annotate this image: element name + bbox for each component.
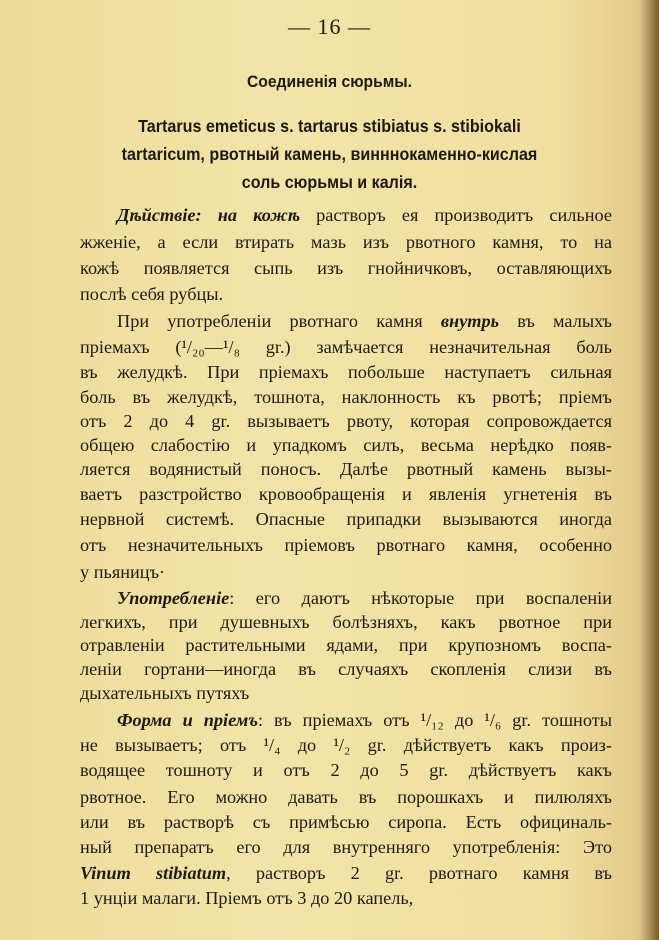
italic-term: Дѣйствіе: на кожѣ (117, 205, 301, 225)
text-line (117, 310, 612, 332)
text-segment: 1 унціи малаги. Пріемъ отъ 3 до 20 капель, (80, 888, 414, 908)
text-line (80, 811, 612, 833)
text-line (80, 458, 612, 480)
text-segment: у пьяницъ· (80, 562, 166, 582)
text-line (80, 634, 612, 656)
subtitle-line-1: Tartarus emeticus s. tartarus stibiatus s. stibiokali (138, 116, 521, 136)
text-segment: растворъ ея производитъ сильное (300, 205, 612, 225)
text-line (117, 204, 612, 226)
text-line (80, 658, 612, 680)
text-segment: отравленіи растительными ядами, при крупозномъ воспа- (80, 635, 612, 655)
text-segment: нервной системѣ. Опасные припадки вызываются иногда (80, 509, 612, 529)
italic-term: Употребленіе (117, 588, 230, 608)
text-line (80, 231, 612, 253)
text-segment: : его даютъ нѣкоторые при воспаленіи (229, 588, 612, 608)
text-segment: отъ 2 до 4 gr. вызываетъ рвоту, которая сопровождается (80, 411, 612, 431)
italic-term: Форма и пріемъ (117, 710, 258, 730)
text-line (80, 561, 612, 583)
text-line (117, 709, 612, 731)
text-line (80, 386, 612, 408)
text-segment: или въ растворѣ съ примѣсью сиропа. Есть официналь- (80, 812, 612, 832)
text-segment: дыхательныхъ путяхъ (80, 683, 250, 703)
text-line (80, 257, 612, 279)
text-line (80, 410, 612, 432)
text-segment: боль въ желудкѣ, тошнота, наклонность къ рвотѣ; пріемъ (80, 387, 612, 407)
text-line (80, 836, 612, 858)
text-line (80, 887, 612, 909)
text-line (80, 611, 612, 633)
text-line (80, 759, 612, 781)
text-segment: отъ незначительныхъ пріемовъ рвотнаго камня, особенно (80, 535, 612, 555)
section-title: Соединенія сюрьмы. (247, 72, 412, 91)
text-segment: общею слабостію и упадкомъ силъ, весьма нерѣдко появ- (80, 435, 612, 455)
text-segment: ляется водянистый поносъ. Далѣе рвотный камень вызы- (80, 459, 612, 479)
text-segment: рвотное. Его можно давать въ порошкахъ и пилюляхъ (80, 787, 612, 807)
text-line (80, 862, 612, 884)
text-segment: въ малыхъ (499, 311, 612, 331)
text-segment: жженіе, а если втирать мазь изъ рвотного камня, то на (80, 232, 612, 252)
text-line (80, 682, 612, 704)
text-segment: ваетъ разстройство кровообращенія и явленія угнетенія въ (80, 484, 612, 504)
text-line (80, 534, 612, 556)
text-line (80, 734, 612, 756)
text-segment: не вызываетъ; отъ ¹/₄ до ¹/₂ gr. дѣйствуетъ какъ произ- (80, 735, 612, 755)
subtitle-line-3: соль сюрьмы и калія. (241, 172, 418, 192)
text-segment: ный препаратъ его для внутренняго употребленія: Это (80, 837, 612, 857)
text-segment: въ желудкѣ. При пріемахъ побольше наступаетъ сильная (80, 362, 612, 382)
text-segment: : въ пріемахъ отъ ¹/₁₂ до ¹/₆ gr. тошноты (257, 710, 612, 730)
text-segment: водящее тошноту и отъ 2 до 5 gr. дѣйствуетъ какъ (80, 760, 612, 780)
text-line (80, 508, 612, 530)
text-segment: леніи гортани—иногда въ случаяхъ скопленія слизи въ (80, 659, 612, 679)
text-line (80, 434, 612, 456)
text-line (80, 483, 612, 505)
text-line (80, 786, 612, 808)
text-line (80, 336, 612, 358)
text-segment: пріемахъ (¹/₂₀—¹/₈ gr.) замѣчается незначительная боль (80, 337, 612, 357)
text-segment: кожѣ появляется сыпь изъ гнойничковъ, оставляющихъ (80, 258, 612, 278)
page-number: — 16 — (288, 14, 371, 39)
text-segment: При употребленіи рвотнаго камня (117, 311, 441, 331)
text-line (80, 361, 612, 383)
text-segment: , растворъ 2 gr. рвотнаго камня въ (226, 863, 612, 883)
text-segment: легкихъ, при душевныхъ болѣзняхъ, какъ рвотное при (80, 612, 612, 632)
text-line (117, 587, 612, 609)
text-segment: послѣ себя рубцы. (80, 284, 224, 304)
text-line (80, 283, 612, 305)
subtitle-line-2: tartaricum, рвотный камень, винннокаменно-кислая (121, 144, 538, 164)
italic-term: внутрь (440, 311, 500, 331)
italic-term: Vinum stibiatum (80, 863, 227, 883)
